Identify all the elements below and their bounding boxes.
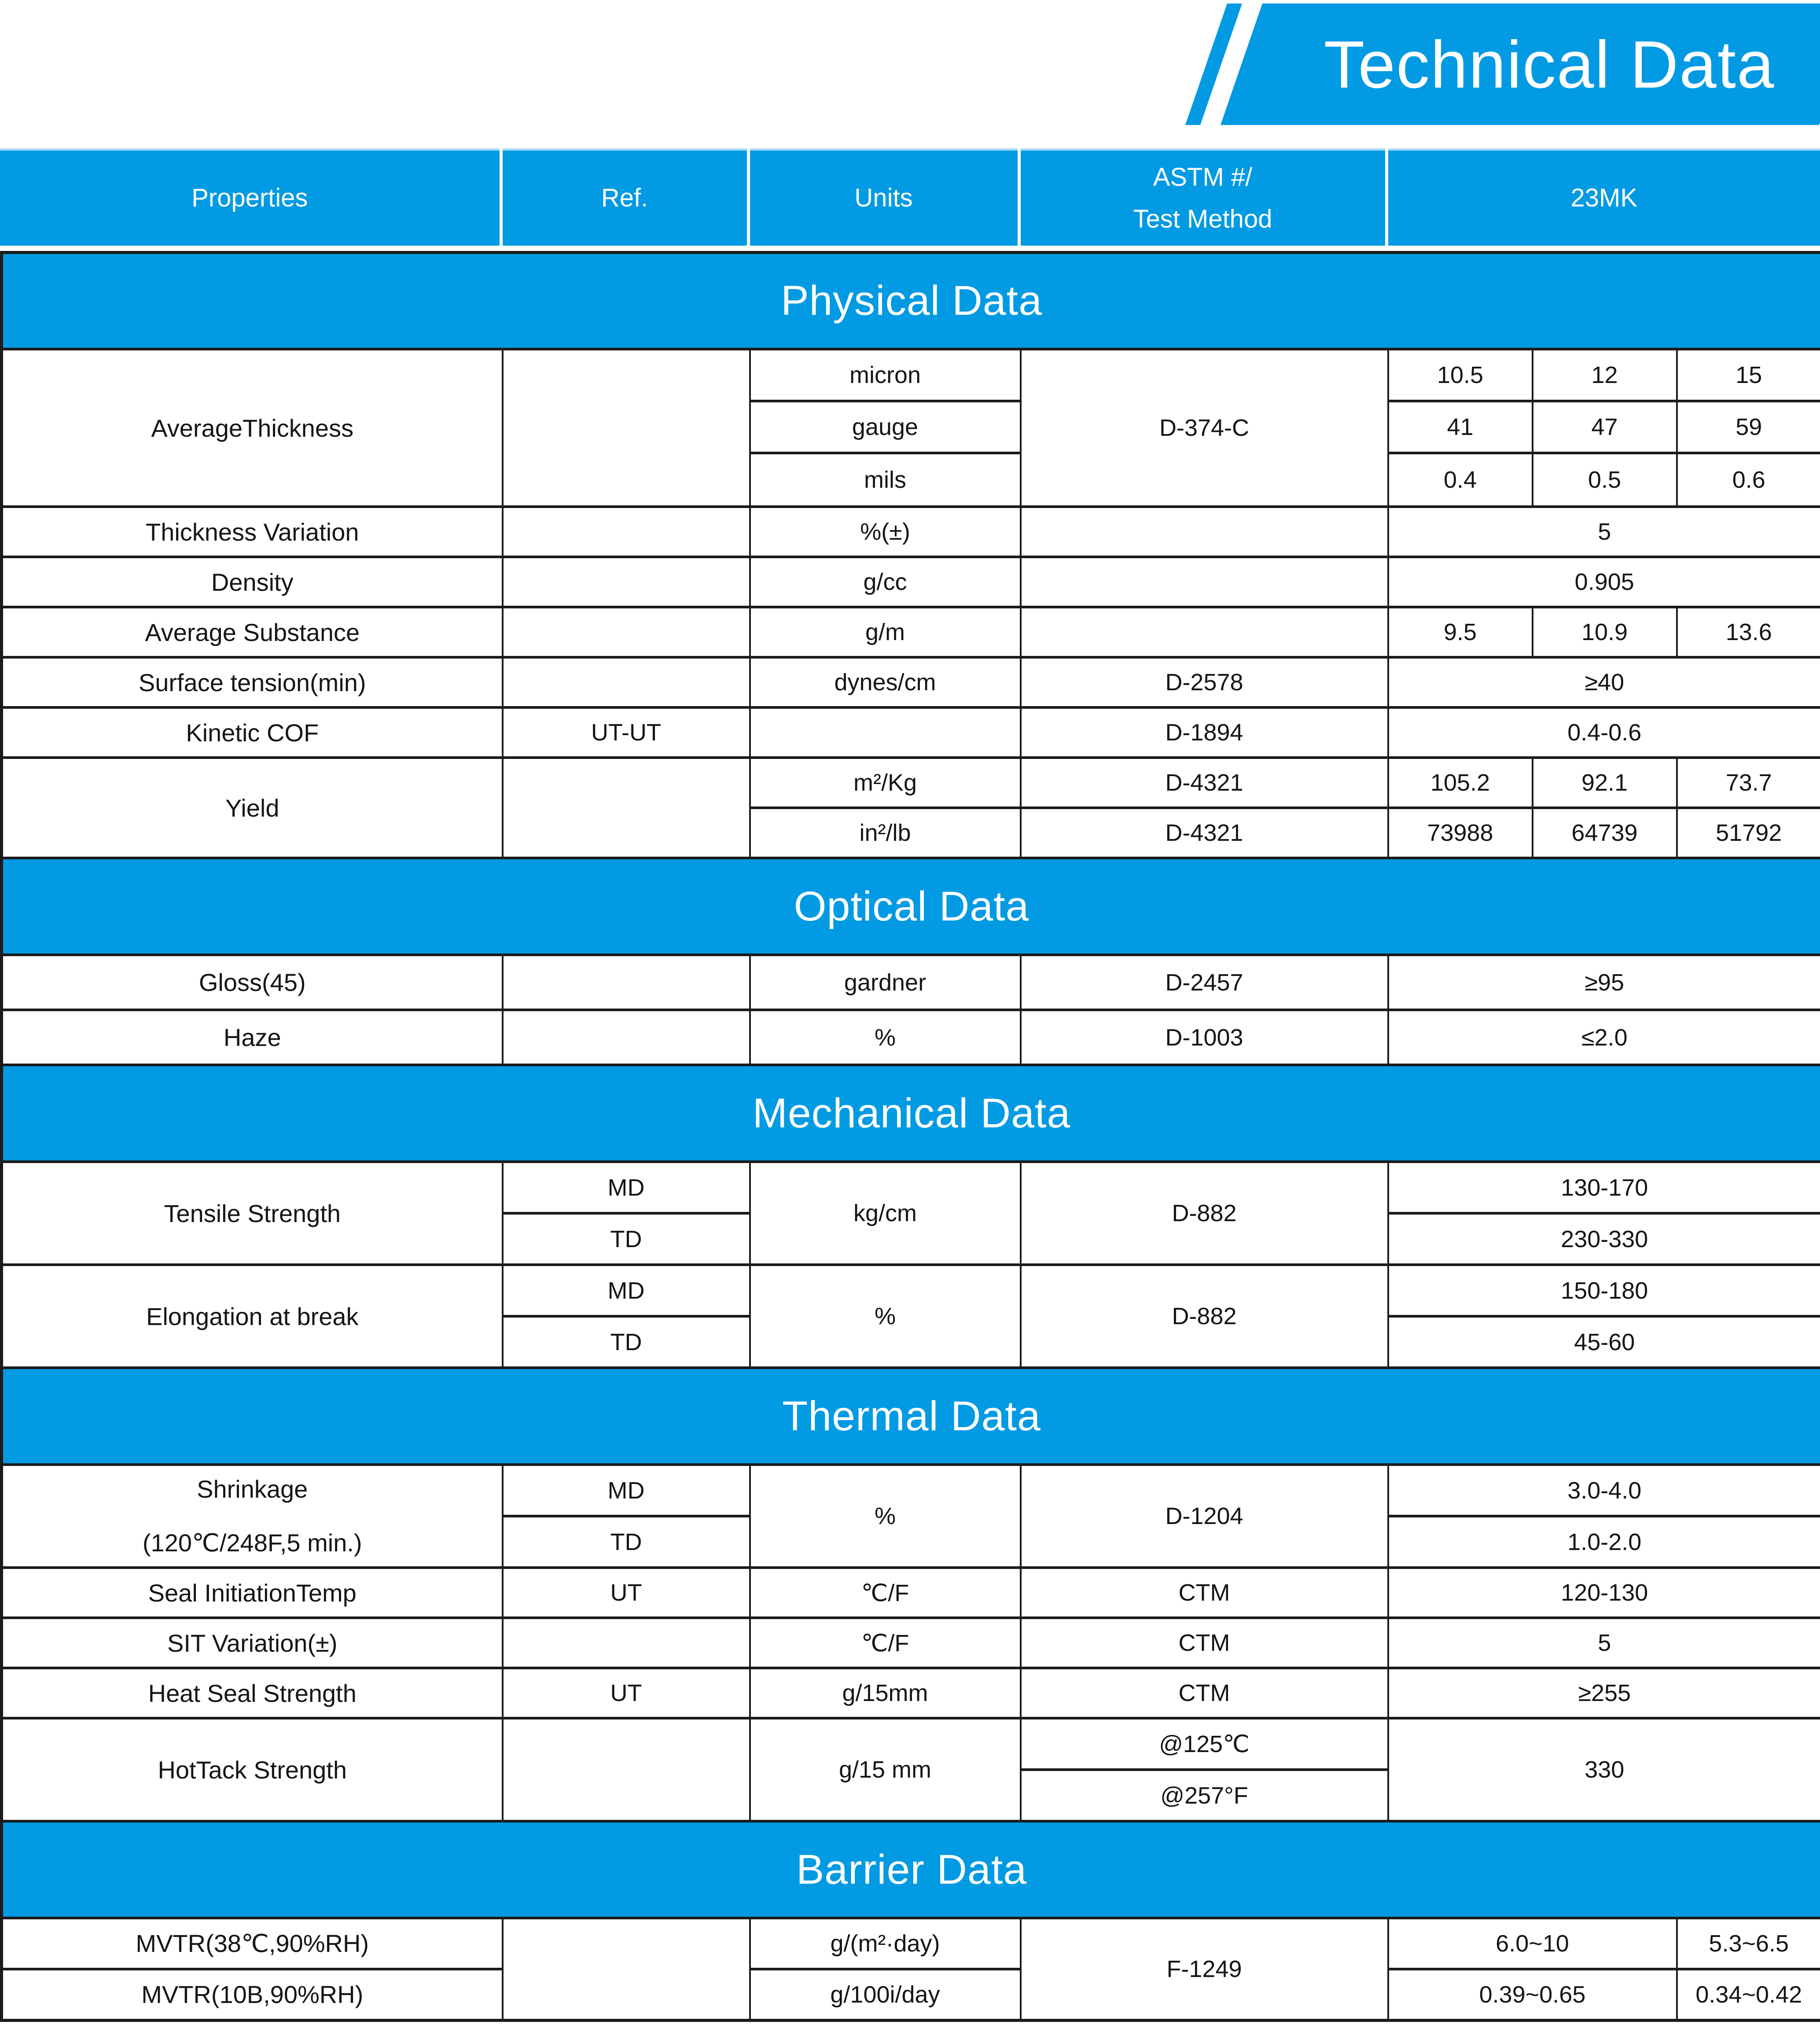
value-heat-seal: ≥255 [1388, 1668, 1820, 1718]
unit-hottack: g/15 mm [750, 1718, 1021, 1821]
astm-average-thickness: D-374-C [1021, 349, 1388, 507]
ref-shrinkage-td: TD [503, 1516, 750, 1568]
col-header-units: Units [748, 150, 1019, 246]
value-elongation-md: 150-180 [1388, 1265, 1820, 1316]
ref-density-empty [503, 557, 750, 607]
value-thickness-micron-2: 12 [1533, 349, 1677, 401]
value-thickness-micron-3: 15 [1677, 349, 1820, 401]
value-yield-m2kg-2: 92.1 [1533, 758, 1677, 808]
ref-elongation-td: TD [503, 1316, 750, 1368]
unit-thickness-micron: micron [750, 349, 1021, 401]
unit-thickness-gauge: gauge [750, 401, 1021, 453]
page-title: Technical Data [1324, 27, 1775, 102]
unit-mvtr-f: g/100i/day [750, 1969, 1021, 2020]
value-surface-tension: ≥40 [1388, 657, 1820, 707]
unit-thickness-variation: %(±) [750, 507, 1021, 557]
value-thickness-gauge-3: 59 [1677, 401, 1820, 453]
value-mvtr-c-1: 6.0~10 [1388, 1918, 1677, 1969]
property-hottack: HotTack Strength [2, 1718, 503, 1821]
ref-yield-empty [503, 758, 750, 858]
astm-mvtr: F-1249 [1021, 1918, 1388, 2020]
value-hottack: 330 [1388, 1718, 1820, 1821]
property-density: Density [2, 557, 503, 607]
col-header-properties: Properties [0, 150, 501, 246]
col-header-ref: Ref. [501, 150, 748, 246]
value-thickness-mils-3: 0.6 [1677, 453, 1820, 507]
value-thickness-gauge-1: 41 [1388, 401, 1533, 453]
ref-surface-tension-empty [503, 657, 750, 707]
property-average-substance: Average Substance [2, 607, 503, 657]
property-gloss: Gloss(45) [2, 955, 503, 1010]
property-shrinkage-line2: (120℃/248F,5 min.) [142, 1529, 362, 1557]
property-surface-tension: Surface tension(min) [2, 657, 503, 707]
ref-average-thickness-empty [503, 349, 750, 507]
astm-sit-variation: CTM [1021, 1618, 1388, 1668]
col-header-astm [1019, 150, 1386, 246]
value-yield-in2lb-2: 64739 [1533, 808, 1677, 858]
property-tensile-strength: Tensile Strength [2, 1162, 503, 1265]
value-average-substance-1: 9.5 [1388, 607, 1533, 657]
section-banner-physical: Physical Data [2, 252, 1820, 349]
value-thickness-mils-1: 0.4 [1388, 453, 1533, 507]
section-banner-thermal: Thermal Data [2, 1368, 1820, 1465]
page-header [0, 0, 1820, 148]
unit-heat-seal: g/15mm [750, 1668, 1021, 1718]
unit-kinetic-cof-empty [750, 707, 1021, 758]
property-yield: Yield [2, 758, 503, 858]
value-mvtr-f-1: 0.39~0.65 [1388, 1969, 1677, 2020]
column-header-row [0, 150, 1820, 246]
section-banner-optical: Optical Data [2, 858, 1820, 955]
property-elongation: Elongation at break [2, 1265, 503, 1368]
property-sit-variation: SIT Variation(±) [2, 1618, 503, 1668]
unit-mvtr-c: g/(m²·day) [750, 1918, 1021, 1969]
ref-elongation-md: MD [503, 1265, 750, 1316]
value-tensile-md: 130-170 [1388, 1162, 1820, 1213]
astm-tensile: D-882 [1021, 1162, 1388, 1265]
property-kinetic-cof: Kinetic COF [2, 707, 503, 758]
astm-haze: D-1003 [1021, 1010, 1388, 1065]
ref-haze-empty [503, 1010, 750, 1065]
value-sit: 120-130 [1388, 1568, 1820, 1618]
astm-kinetic-cof: D-1894 [1021, 707, 1388, 758]
value-density: 0.905 [1388, 557, 1820, 607]
value-gloss: ≥95 [1388, 955, 1820, 1010]
value-mvtr-f-2: 0.34~0.42 [1677, 1969, 1820, 2020]
value-thickness-mils-2: 0.5 [1533, 453, 1677, 507]
ref-kinetic-cof: UT-UT [503, 707, 750, 758]
unit-tensile: kg/cm [750, 1162, 1021, 1265]
property-shrinkage [2, 1465, 503, 1568]
value-yield-m2kg-1: 105.2 [1388, 758, 1533, 808]
value-haze: ≤2.0 [1388, 1010, 1820, 1065]
value-elongation-td: 45-60 [1388, 1316, 1820, 1368]
unit-elongation: % [750, 1265, 1021, 1368]
property-sit: Seal InitiationTemp [2, 1568, 503, 1618]
ref-tensile-td: TD [503, 1213, 750, 1265]
value-thickness-gauge-2: 47 [1533, 401, 1677, 453]
ref-sit: UT [503, 1568, 750, 1618]
property-mvtr-f: MVTR(10B,90%RH) [2, 1969, 503, 2020]
ref-gloss-empty [503, 955, 750, 1010]
unit-thickness-mils: mils [750, 453, 1021, 507]
value-shrinkage-td: 1.0-2.0 [1388, 1516, 1820, 1568]
unit-gloss: gardner [750, 955, 1021, 1010]
astm-surface-tension: D-2578 [1021, 657, 1388, 707]
value-mvtr-c-2: 5.3~6.5 [1677, 1918, 1820, 1969]
ref-shrinkage-md: MD [503, 1465, 750, 1516]
property-haze: Haze [2, 1010, 503, 1065]
astm-hottack-celsius: @125℃ [1021, 1718, 1388, 1770]
ref-hottack-empty [503, 1718, 750, 1821]
value-average-substance-3: 13.6 [1677, 607, 1820, 657]
astm-elongation: D-882 [1021, 1265, 1388, 1368]
column-header-table [0, 148, 1820, 246]
unit-surface-tension: dynes/cm [750, 657, 1021, 707]
astm-shrinkage: D-1204 [1021, 1465, 1388, 1568]
unit-haze: % [750, 1010, 1021, 1065]
ref-tensile-md: MD [503, 1162, 750, 1213]
astm-gloss: D-2457 [1021, 955, 1388, 1010]
value-yield-in2lb-3: 51792 [1677, 808, 1820, 858]
ref-sit-variation-empty [503, 1618, 750, 1668]
value-kinetic-cof: 0.4-0.6 [1388, 707, 1820, 758]
ref-heat-seal: UT [503, 1668, 750, 1718]
unit-density: g/cc [750, 557, 1021, 607]
property-heat-seal: Heat Seal Strength [2, 1668, 503, 1718]
unit-sit-variation: ℃/F [750, 1618, 1021, 1668]
col-header-astm-line2: Test Method [1133, 204, 1272, 233]
unit-average-substance: g/m [750, 607, 1021, 657]
unit-shrinkage: % [750, 1465, 1021, 1568]
col-header-grade: 23MK [1386, 150, 1820, 246]
value-sit-variation: 5 [1388, 1618, 1820, 1668]
section-banner-mechanical: Mechanical Data [2, 1065, 1820, 1162]
astm-heat-seal: CTM [1021, 1668, 1388, 1718]
ref-mvtr-empty [503, 1918, 750, 2020]
astm-thickness-variation-empty [1021, 507, 1388, 557]
astm-sit: CTM [1021, 1568, 1388, 1618]
astm-yield-in2lb: D-4321 [1021, 808, 1388, 858]
astm-average-substance-empty [1021, 607, 1388, 657]
unit-sit: ℃/F [750, 1568, 1021, 1618]
section-banner-barrier: Barrier Data [2, 1821, 1820, 1918]
unit-yield-m2kg: m²/Kg [750, 758, 1021, 808]
unit-yield-in2lb: in²/lb [750, 808, 1021, 858]
ref-average-substance-empty [503, 607, 750, 657]
value-tensile-td: 230-330 [1388, 1213, 1820, 1265]
property-average-thickness: AverageThickness [2, 349, 503, 507]
property-thickness-variation: Thickness Variation [2, 507, 503, 557]
value-thickness-variation: 5 [1388, 507, 1820, 557]
value-shrinkage-md: 3.0-4.0 [1388, 1465, 1820, 1516]
value-yield-m2kg-3: 73.7 [1677, 758, 1820, 808]
value-yield-in2lb-1: 73988 [1388, 808, 1533, 858]
astm-hottack-fahrenheit: @257°F [1021, 1770, 1388, 1821]
astm-density-empty [1021, 557, 1388, 607]
col-header-astm-line1: ASTM #/ [1153, 162, 1253, 191]
property-shrinkage-line1: Shrinkage [197, 1475, 308, 1503]
astm-yield-m2kg: D-4321 [1021, 758, 1388, 808]
ref-thickness-variation-empty [503, 507, 750, 557]
value-average-substance-2: 10.9 [1533, 607, 1677, 657]
header-gap [0, 246, 1820, 251]
technical-data-table [0, 251, 1820, 2022]
property-mvtr-c: MVTR(38℃,90%RH) [2, 1918, 503, 1969]
value-thickness-micron-1: 10.5 [1388, 349, 1533, 401]
